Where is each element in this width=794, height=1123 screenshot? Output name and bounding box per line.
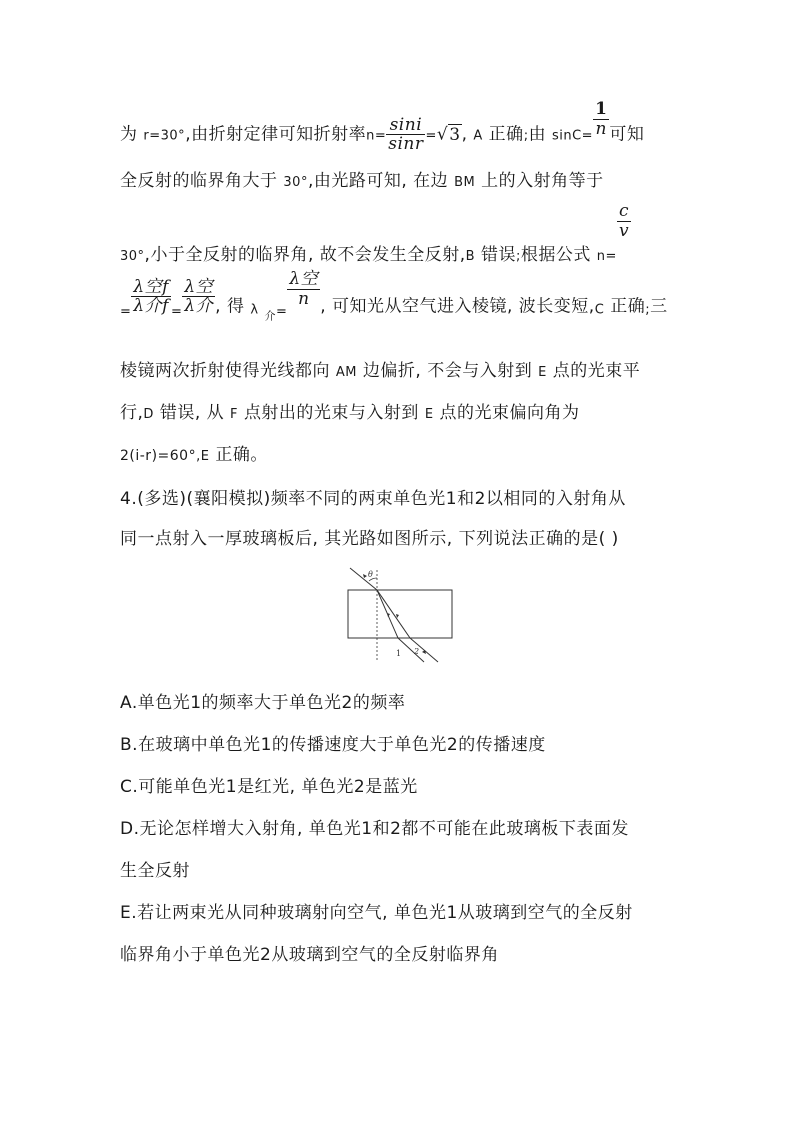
text: 30°	[120, 249, 145, 265]
sqrt-3: √3	[436, 124, 461, 145]
text: =	[276, 304, 288, 320]
text: sinC=	[551, 128, 594, 144]
text: ,E	[196, 449, 210, 464]
text: E	[424, 407, 434, 422]
text: 正确。	[215, 445, 268, 465]
text: ,	[461, 124, 474, 145]
option-e-line-2: 临界角小于单色光2从玻璃到空气的全反射临界角	[120, 945, 499, 965]
text: 点的光束偏向角为	[439, 403, 580, 423]
text: 行,	[120, 403, 144, 423]
text: 30°	[283, 175, 308, 190]
text: 边偏折, 不会与入射到	[362, 361, 533, 381]
option-c: C.可能单色光1是红光, 单色光2是蓝光	[120, 777, 418, 797]
text: A	[473, 128, 483, 144]
text: 点的光束平	[552, 361, 641, 381]
numerator: 1	[595, 99, 608, 119]
fraction-sini-sinr	[386, 116, 425, 154]
text: BM	[454, 175, 476, 190]
option-d-line-2: 生全反射	[120, 861, 190, 881]
text: F	[230, 407, 239, 422]
text: ;	[516, 249, 521, 265]
text: 由	[528, 124, 547, 145]
text: 正确	[482, 124, 524, 145]
solution-line-1	[120, 100, 680, 154]
text: λ	[250, 302, 259, 318]
text: C	[594, 302, 605, 318]
arrow-icon	[363, 574, 367, 578]
radicand: 3	[449, 124, 461, 145]
text: 根据公式	[520, 245, 591, 266]
text: AM	[335, 365, 358, 380]
fraction-lambda-f	[131, 278, 171, 316]
numerator: sini	[386, 116, 425, 136]
fraction-c-v	[617, 202, 631, 240]
text: ,小于全反射的临界角, 故不会发生全反射,	[144, 245, 466, 266]
text: D	[143, 407, 154, 422]
denominator: λ介f	[133, 296, 169, 317]
option-a: A.单色光1的频率大于单色光2的频率	[120, 693, 406, 713]
text: 错误	[481, 245, 516, 266]
solution-line-2	[120, 166, 680, 191]
fraction-1-n	[593, 100, 609, 138]
numerator: λ空	[184, 276, 214, 297]
text: 错误, 从	[159, 403, 225, 423]
text: n=	[366, 128, 387, 144]
text: 可知	[609, 124, 645, 145]
text: ;	[645, 302, 651, 318]
glass-plate	[348, 590, 452, 638]
text: 棱镜两次折射使得光线都向	[120, 361, 330, 381]
denominator: n	[595, 118, 607, 139]
text: 三	[650, 296, 668, 317]
question-stem-line-2: 同一点射入一厚玻璃板后, 其光路如图所示, 下列说法正确的是( )	[120, 529, 619, 549]
glass-plate-figure	[344, 564, 456, 666]
theta-label: θ	[368, 570, 373, 579]
ray-2-in-glass	[377, 590, 410, 638]
question-stem-line-1: 4.(多选)(襄阳模拟)频率不同的两束单色光1和2以相同的入射角从	[120, 489, 626, 509]
ray-1-label: 1	[396, 649, 402, 658]
option-d-line-1: D.无论怎样增大入射角, 单色光1和2都不可能在此玻璃板下表面发	[120, 819, 629, 839]
fraction-lambda	[182, 278, 215, 316]
text: 2(i-r)=60°	[120, 448, 197, 464]
denominator: λ介	[184, 296, 214, 317]
solution-line-6	[120, 398, 680, 423]
text: 为	[120, 124, 138, 145]
fraction-lambda-n	[287, 270, 320, 308]
numerator: c	[617, 202, 631, 222]
text: ,由折射定律可知折射率	[185, 124, 367, 145]
solution-line-3	[120, 202, 680, 265]
text: , 可知光从空气进入棱镜, 波长变短,	[320, 296, 595, 317]
numerator: λ空	[289, 269, 319, 289]
numerator: λ空f	[133, 276, 169, 297]
text: 点射出的光束与入射到	[243, 403, 419, 423]
subscript: 介	[264, 309, 276, 323]
text: E	[538, 365, 547, 380]
text: r=30°	[143, 128, 186, 144]
option-e-line-1: E.若让两束光从同种玻璃射向空气, 单色光1从玻璃到空气的全反射	[120, 903, 633, 923]
text: ,由光路可知, 在边	[307, 171, 449, 191]
ray-1-exit	[398, 638, 424, 662]
text: ;	[523, 128, 529, 144]
text: n=	[596, 249, 617, 265]
text: , 得	[215, 296, 245, 317]
text: 上的入射角等于	[481, 171, 604, 191]
solution-line-4	[120, 270, 680, 324]
text: 全反射的临界角大于	[120, 171, 278, 191]
denominator: n	[298, 288, 310, 309]
text: 正确	[610, 296, 646, 317]
solution-line-7	[120, 440, 680, 465]
solution-line-5	[120, 356, 680, 381]
text: =	[425, 128, 437, 144]
ray-2-label: 2	[414, 647, 420, 656]
arrow-icon	[396, 614, 399, 618]
denominator: v	[618, 220, 630, 241]
denominator: sinr	[388, 134, 424, 155]
option-b: B.在玻璃中单色光1的传播速度大于单色光2的传播速度	[120, 735, 546, 755]
text: B	[465, 249, 476, 265]
text: =	[170, 304, 183, 320]
text: =	[120, 304, 132, 320]
